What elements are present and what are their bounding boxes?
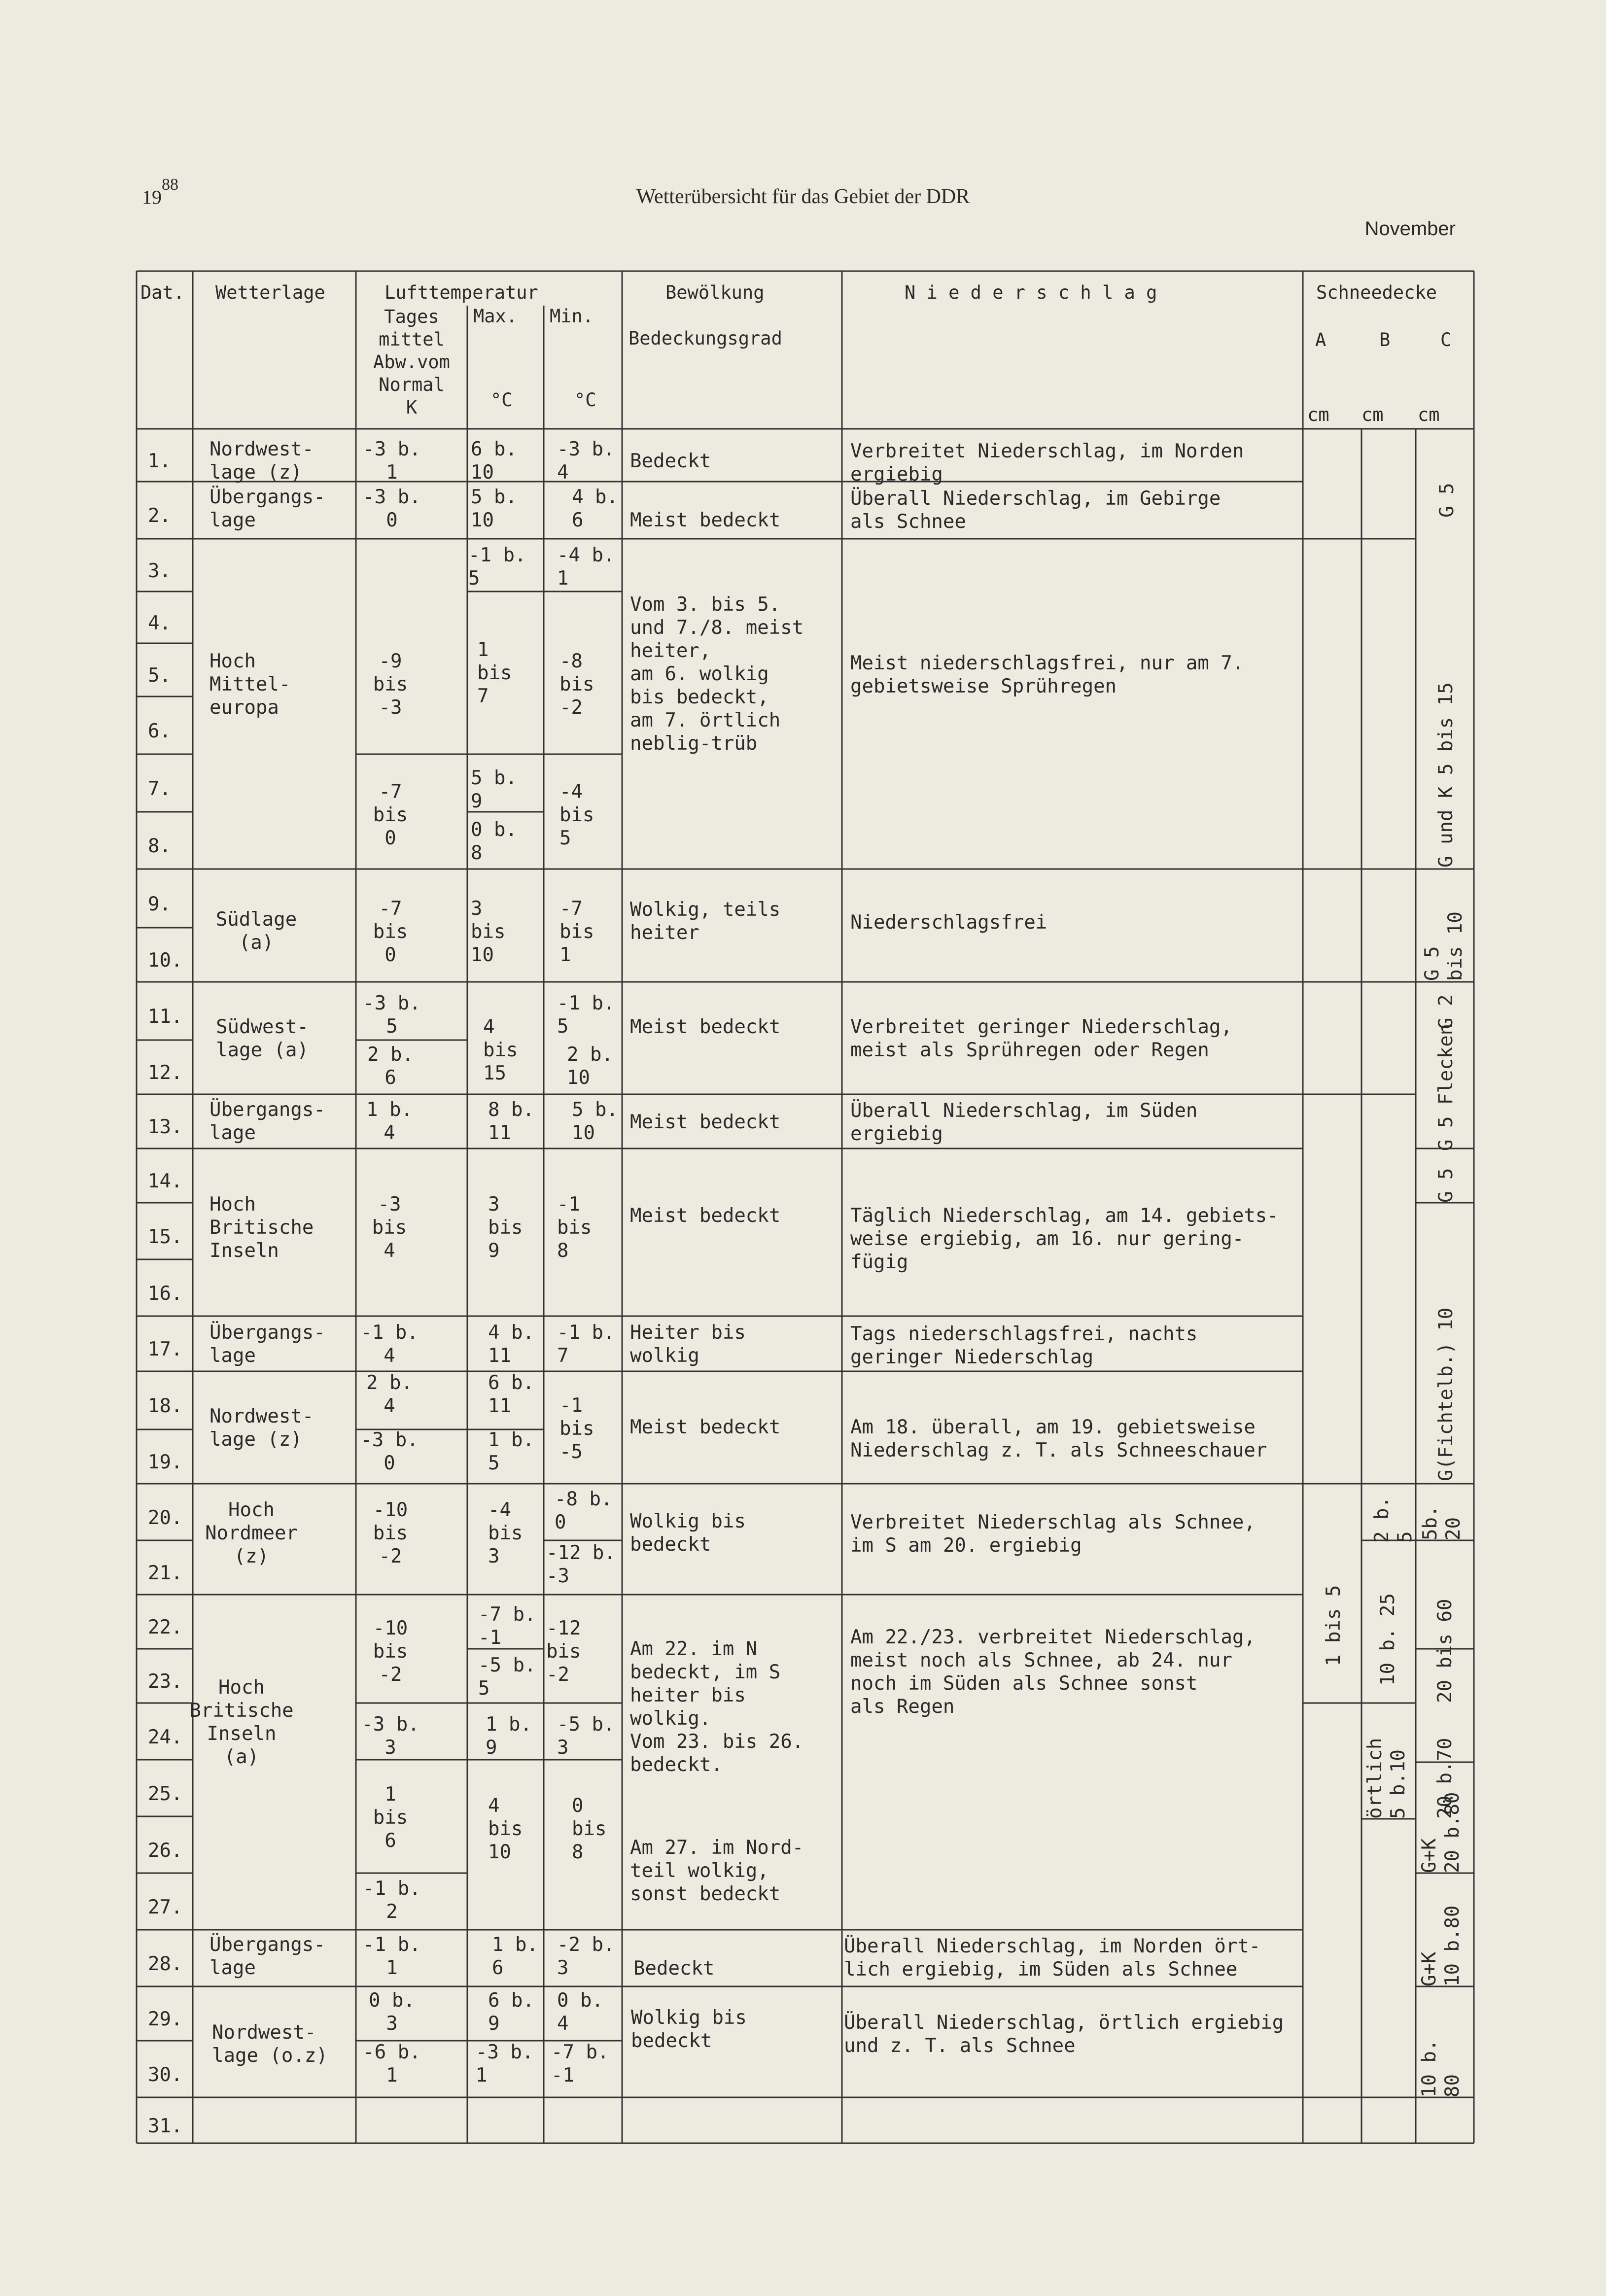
date-label: 26.: [148, 1839, 183, 1862]
snow-c-cell: G(Fichtelb.) 10: [1435, 1307, 1457, 1481]
max-cell: 5 b. 9: [471, 767, 517, 812]
mean-cell: -9 bis -3: [373, 650, 408, 719]
min-cell: -7 bis 1: [559, 898, 594, 966]
min-cell: 0 b. 4: [557, 1989, 603, 2035]
date-label: 18.: [148, 1395, 183, 1417]
col-max: Max.: [473, 306, 518, 327]
max-cell: 1 b. 5: [488, 1429, 534, 1474]
min-cell: -1 b. 7: [557, 1322, 615, 1367]
max-cell: 4 bis 10: [488, 1795, 523, 1863]
max-cell: 5 b. 10: [471, 486, 517, 531]
cloud-cell: Meist bedeckt: [630, 1111, 781, 1133]
cloud-cell: Bedeckt: [633, 1957, 715, 1980]
date-label: 19.: [148, 1451, 183, 1473]
weather-cell: Übergangs- lage: [209, 486, 325, 531]
snow-col-b: B: [1379, 329, 1391, 350]
weather-cell: Südwest- lage (a): [216, 1016, 309, 1061]
date-label: 29.: [148, 2008, 183, 2030]
max-cell: 1 bis 7: [477, 639, 512, 707]
date-label: 24.: [148, 1726, 183, 1748]
col-date: Dat.: [140, 282, 185, 303]
cloud-cell: Meist bedeckt: [630, 1416, 781, 1438]
date-label: 28.: [148, 1952, 183, 1975]
snow-c-cell: 20 b.70: [1434, 1738, 1456, 1819]
precip-cell: Tags niederschlagsfrei, nachts geringer Niederschlag: [850, 1323, 1198, 1368]
min-cell: -3 b. 4: [557, 438, 615, 484]
cloud-cell: Meist bedeckt: [630, 1205, 781, 1227]
date-label: 2.: [148, 505, 171, 527]
max-cell: -1 b. 5: [468, 544, 526, 590]
snow-c-cell: G+K 20 b.80: [1418, 1792, 1464, 1873]
min-cell: -1 b. 5: [557, 992, 615, 1038]
weather-cell: Übergangs- lage: [209, 1322, 325, 1367]
mean-cell: -3 b. 0: [363, 486, 421, 531]
mean-cell: -7 bis 0: [373, 781, 408, 849]
unit-cm-b: cm: [1362, 404, 1384, 425]
max-cell: 8 b. 11: [488, 1099, 534, 1144]
col-daily-mean: Tages mittel Abw.vom Normal K: [373, 306, 450, 418]
col-air-temperature: Lufttemperatur: [384, 282, 538, 303]
snow-col-c: C: [1440, 329, 1452, 350]
max-cell: -5 b. 5: [478, 1654, 536, 1700]
weather-cell: Hoch Britische Inseln (a): [189, 1676, 294, 1768]
min-cell: 2 b. 10: [567, 1044, 613, 1089]
weather-cell: Hoch Mittel- europa: [209, 650, 291, 719]
min-cell: -7 b. -1: [551, 2041, 609, 2087]
snow-c-cell: G 5 bis 10: [1421, 911, 1466, 981]
weather-cell: Übergangs- lage: [209, 1099, 325, 1144]
unit-cm-a: cm: [1307, 404, 1329, 425]
precip-cell: Niederschlagsfrei: [850, 911, 1047, 934]
precip-cell: Verbreitet geringer Niederschlag, meist als Sprühregen oder Regen: [850, 1016, 1232, 1061]
max-cell: 3 bis 9: [488, 1193, 523, 1262]
snow-b-cell: örtlich 5 b.10: [1364, 1738, 1409, 1819]
date-label: 30.: [148, 2063, 183, 2086]
mean-cell: 1 bis 6: [373, 1783, 408, 1852]
precip-cell: Überall Niederschlag, im Süden ergiebig: [850, 1100, 1198, 1145]
precip-cell: Täglich Niederschlag, am 14. gebiets- weise ergiebig, am 16. nur gering- fügig: [850, 1205, 1279, 1273]
col-min: Min.: [550, 306, 594, 327]
max-cell: 1 b. 6: [492, 1934, 538, 1979]
min-cell: 4 b. 6: [572, 486, 618, 531]
snow-c-cell: G 5 Flecken: [1435, 1023, 1457, 1151]
date-label: 10.: [148, 949, 183, 972]
snow-c-cell: G 2: [1435, 994, 1457, 1029]
unit-cm-c: cm: [1418, 404, 1440, 425]
max-cell: 1 b. 9: [486, 1713, 532, 1759]
max-cell: 3 bis 10: [471, 898, 506, 966]
date-label: 16.: [148, 1282, 183, 1305]
mean-cell: -10 bis -2: [373, 1617, 408, 1686]
cloud-cell: Wolkig bis bedeckt: [631, 2007, 747, 2052]
precip-cell: Am 18. überall, am 19. gebietsweise Niederschlag z. T. als Schneeschauer: [850, 1416, 1267, 1461]
date-label: 17.: [148, 1338, 183, 1360]
cloud-cell: Wolkig, teils heiter: [630, 899, 781, 944]
precip-cell: Überall Niederschlag, im Gebirge als Schnee: [850, 487, 1221, 533]
cloud-cell: Vom 3. bis 5. und 7./8. meist heiter, am 6. wolkig bis bedeckt, am 7. örtlich neblig-trüb: [630, 593, 804, 755]
min-cell: -12 bis -2: [546, 1617, 581, 1686]
date-label: 15.: [148, 1225, 183, 1248]
mean-cell: -3 bis 4: [372, 1193, 407, 1262]
date-label: 23.: [148, 1670, 183, 1693]
precip-cell: Überall Niederschlag, im Norden ört- lich ergiebig, im Süden als Schnee: [844, 1935, 1261, 1981]
weather-cell: Nordwest- lage (z): [209, 1405, 314, 1451]
max-cell: 6 b. 10: [471, 438, 517, 484]
cloud-cell: Bedeckt: [630, 450, 711, 472]
snow-c-cell: G 5: [1436, 483, 1458, 518]
date-label: 14.: [148, 1170, 183, 1192]
date-label: 5.: [148, 664, 171, 687]
date-label: 13.: [148, 1116, 183, 1138]
max-cell: -3 b. 1: [476, 2041, 534, 2087]
mean-cell: -3 b. 0: [360, 1429, 419, 1474]
min-cell: -12 b. -3: [546, 1542, 616, 1587]
weather-cell: Übergangs- lage: [209, 1934, 325, 1979]
date-label: 11.: [148, 1006, 183, 1028]
snow-c-cell: 5b. 20: [1419, 1505, 1465, 1540]
max-cell: 6 b. 9: [488, 1989, 534, 2035]
snow-c-cell: G+K 10 b.80: [1418, 1905, 1464, 1986]
mean-cell: -1 b. 4: [360, 1322, 419, 1367]
date-label: 1.: [148, 450, 171, 472]
mean-cell: -1 b. 1: [363, 1934, 421, 1979]
col-precipitation: N i e d e r s c h l a g: [905, 282, 1157, 303]
max-cell: 0 b. 8: [471, 819, 517, 864]
snow-b-cell: 10 b. 25: [1377, 1593, 1399, 1686]
weather-cell: Nordwest- lage (z): [209, 438, 314, 484]
mean-cell: 2 b. 4: [366, 1372, 413, 1417]
snow-c-cell: G 5: [1435, 1168, 1457, 1203]
snow-c-cell: 10 b. 80: [1418, 2039, 1464, 2097]
date-label: 12.: [148, 1062, 183, 1084]
date-label: 8.: [148, 835, 171, 857]
date-label: 9.: [148, 893, 171, 915]
page-title: Wetterübersicht für das Gebiet der DDR: [636, 185, 970, 208]
mean-cell: -3 b. 3: [361, 1713, 419, 1759]
month-label: November: [1364, 218, 1456, 240]
cloud-cell: Meist bedeckt: [630, 1016, 781, 1038]
precip-cell: Verbreitet Niederschlag als Schnee, im S am 20. ergiebig: [850, 1511, 1256, 1557]
min-cell: -1 bis -5: [559, 1394, 594, 1463]
precip-cell: Am 22./23. verbreitet Niederschlag, meist noch als Schnee, ab 24. nur noch im Süden als Schnee sonst als Regen: [850, 1626, 1256, 1718]
date-label: 31.: [148, 2115, 183, 2137]
max-cell: 4 bis 15: [483, 1016, 518, 1084]
min-cell: -5 b. 3: [557, 1713, 615, 1759]
cloud-cell: Wolkig bis bedeckt: [630, 1510, 746, 1556]
unit-max-c: °C: [490, 389, 513, 411]
min-cell: -8 b. 0: [555, 1488, 613, 1533]
snow-a-cell: 1 bis 5: [1323, 1585, 1345, 1666]
min-cell: -4 b. 1: [557, 544, 615, 590]
mean-cell: -6 b. 1: [363, 2041, 421, 2087]
weather-cell: Südlage (a): [215, 908, 297, 954]
precip-cell: Überall Niederschlag, örtlich ergiebig und z. T. als Schnee: [844, 2012, 1284, 2057]
precip-cell: Meist niederschlagsfrei, nur am 7. gebietsweise Sprühregen: [850, 652, 1244, 697]
year: $19^{88}$: [142, 175, 178, 209]
date-label: 25.: [148, 1782, 183, 1805]
col-cloud-degree: Bedeckungsgrad: [628, 328, 782, 349]
mean-cell: 2 b. 6: [367, 1044, 414, 1089]
cloud-cell: Meist bedeckt: [630, 509, 781, 531]
mean-cell: -1 b. 2: [363, 1878, 421, 1923]
mean-cell: -3 b. 1: [363, 438, 421, 484]
cloud-cell: Am 22. im N bedeckt, im S heiter bis wolkig. Vom 23. bis 26. bedeckt.: [630, 1638, 804, 1776]
snow-c-cell: 20 bis 60: [1434, 1599, 1456, 1703]
min-cell: -8 bis -2: [559, 650, 594, 719]
date-label: 21.: [148, 1562, 183, 1584]
weather-cell: Hoch Britische Inseln: [209, 1193, 314, 1262]
snow-col-a: A: [1315, 329, 1327, 350]
min-cell: 5 b. 10: [572, 1099, 618, 1144]
min-cell: -1 bis 8: [557, 1193, 592, 1262]
precip-cell: Verbreitet Niederschlag, im Norden ergiebig: [850, 440, 1244, 486]
date-label: 27.: [148, 1896, 183, 1918]
weather-cell: Nordwest- lage (o.z): [212, 2021, 328, 2067]
max-cell: 6 b. 11: [488, 1372, 534, 1417]
date-label: 7.: [148, 777, 171, 800]
max-cell: 4 b. 11: [488, 1322, 534, 1367]
min-cell: -4 bis 5: [559, 781, 594, 849]
cloud-cell: Am 27. im Nord- teil wolkig, sonst bedeckt: [630, 1837, 804, 1905]
date-label: 3.: [148, 559, 171, 582]
snow-b-cell: 2 b. 5: [1371, 1496, 1416, 1543]
col-snow-cover: Schneedecke: [1316, 282, 1437, 303]
max-cell: -7 b. -1: [478, 1603, 536, 1649]
weather-cell: Hoch Nordmeer (z): [205, 1499, 298, 1567]
snow-c-cell: G und K 5 bis 15: [1435, 682, 1457, 868]
date-label: 22.: [148, 1616, 183, 1638]
unit-min-c: °C: [574, 389, 596, 411]
mean-cell: -10 bis -2: [373, 1499, 408, 1567]
col-weather-situation: Wetterlage: [215, 282, 325, 303]
min-cell: -2 b. 3: [557, 1934, 615, 1979]
mean-cell: 1 b. 4: [366, 1099, 413, 1144]
cloud-cell: Heiter bis wolkig: [630, 1322, 746, 1367]
date-label: 20.: [148, 1506, 183, 1529]
mean-cell: -7 bis 0: [373, 898, 408, 966]
date-label: 4.: [148, 612, 171, 634]
date-label: 6.: [148, 720, 171, 742]
max-cell: -4 bis 3: [488, 1499, 523, 1567]
col-cloud-cover: Bewölkung: [665, 282, 765, 303]
mean-cell: 0 b. 3: [369, 1989, 415, 2035]
min-cell: 0 bis 8: [572, 1795, 607, 1863]
mean-cell: -3 b. 5: [363, 992, 421, 1038]
